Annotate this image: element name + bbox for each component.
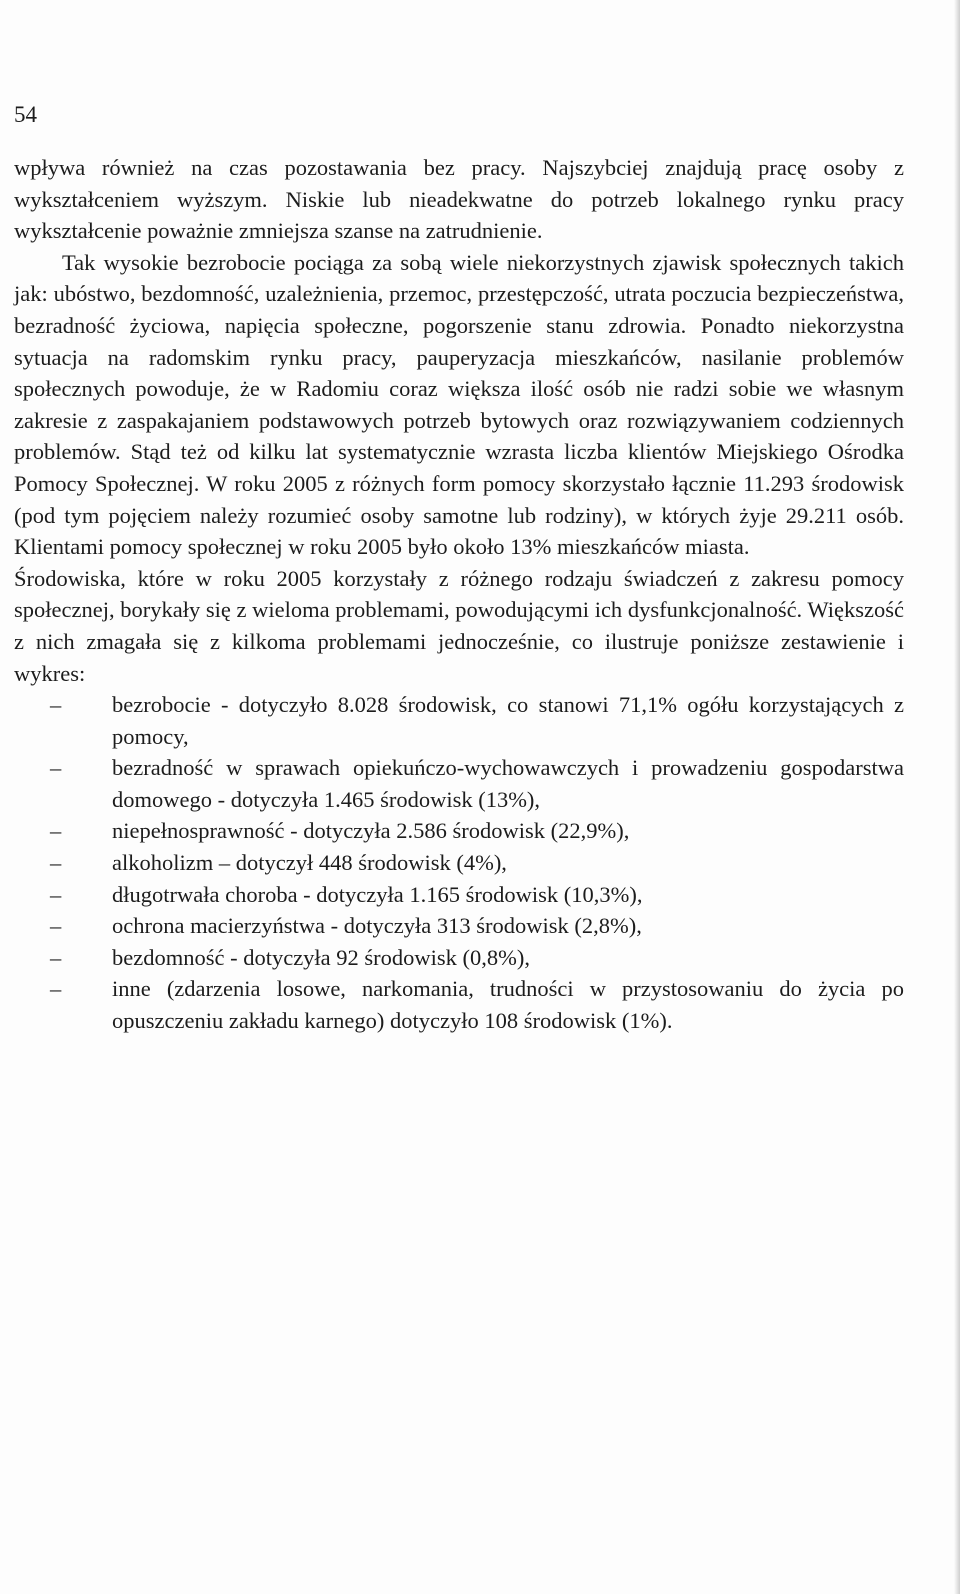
list-item xyxy=(14,689,904,752)
dash-marker: – xyxy=(50,692,62,718)
dash-marker: – xyxy=(50,881,62,907)
dash-marker: – xyxy=(50,850,62,876)
list-item xyxy=(14,847,904,879)
list-item-text: bezradność w sprawach opiekuńczo-wychowawczych i prowadzeniu gospodarstwa domowego - dotyczyła 1.465 środowisk (13%), xyxy=(112,755,904,812)
list-item-text: bezrobocie - dotyczyło 8.028 środowisk, co stanowi 71,1% ogółu korzystających z pomocy, xyxy=(112,692,904,749)
paragraph-continuation: wpływa również na czas pozostawania bez pracy. Najszybciej znajdują pracę osoby z wykształceniem wyższym. Niskie lub nieadekwatne do potrzeb lokalnego rynku pracy wykształcenie poważnie zmniejsza szanse na zatrudnienie. xyxy=(14,155,904,244)
list-item xyxy=(14,752,904,815)
dash-marker: – xyxy=(50,976,62,1002)
list-item-text: ochrona macierzyństwa - dotyczyła 313 środowisk (2,8%), xyxy=(112,913,642,939)
dash-marker: – xyxy=(50,755,62,781)
problems-list xyxy=(14,689,904,1037)
list-item xyxy=(14,942,904,974)
list-item xyxy=(14,815,904,847)
paragraph-unemployment-effects: Tak wysokie bezrobocie pociąga za sobą wiele niekorzystnych zjawisk społecznych takich jak: ubóstwo, bezdomność, uzależnienia, przemoc, przestępczość, utrata poczucia bezpieczeństwa, bezradność życiowa, napięcia społeczne, pogorszenie stanu zdrowia. Ponadto niekorzystna sytuacja na radomskim rynku pracy, pauperyzacja mieszkańców, nasilanie problemów społecznych powoduje, że w Radomiu coraz większa ilość osób nie radzi sobie we własnym zakresie z zaspakajaniem podstawowych potrzeb bytowych oraz rozwiązywaniem codziennych problemów. Stąd też od kilku lat systematycznie wzrasta liczba klientów Miejskiego Ośrodka Pomocy Społecznej. W roku 2005 z różnych form pomocy skorzystało łącznie 11.293 środowisk (pod tym pojęciem należy rozumieć osoby samotne lub rodziny), w których żyje 29.211 osób. Klientami pomocy społecznej w roku 2005 było około 13% mieszkańców miasta. xyxy=(14,249,904,560)
list-item-text: bezdomność - dotyczyła 92 środowisk (0,8%), xyxy=(112,944,531,970)
page-number: 54 xyxy=(14,102,37,127)
body-text xyxy=(14,152,904,1037)
list-item xyxy=(14,879,904,911)
dash-marker: – xyxy=(50,913,62,939)
list-item-text: alkoholizm – dotyczył 448 środowisk (4%), xyxy=(112,850,507,876)
list-item xyxy=(14,973,904,1036)
list-item-text: długotrwała choroba - dotyczyła 1.165 środowisk (10,3%), xyxy=(112,881,643,907)
dash-marker: – xyxy=(50,944,62,970)
paragraph-problems-intro: Środowiska, które w roku 2005 korzystały z różnego rodzaju świadczeń z zakresu pomocy społecznej, borykały się z wieloma problemami, powodującymi ich dysfunkcjonalność. Większość z nich zmagała się z kilkoma problemami jednocześnie, co ilustruje poniższe zestawienie i wykres: xyxy=(14,565,904,686)
list-item-text: inne (zdarzenia losowe, narkomania, trudności w przystosowaniu do życia po opuszczeniu zakładu karnego) dotyczyło 108 środowisk (1%). xyxy=(112,976,904,1034)
list-item-text: niepełnosprawność - dotyczyła 2.586 środowisk (22,9%), xyxy=(112,818,630,844)
page-edge-shadow xyxy=(954,0,960,1594)
list-item xyxy=(14,910,904,942)
dash-marker: – xyxy=(50,818,62,844)
